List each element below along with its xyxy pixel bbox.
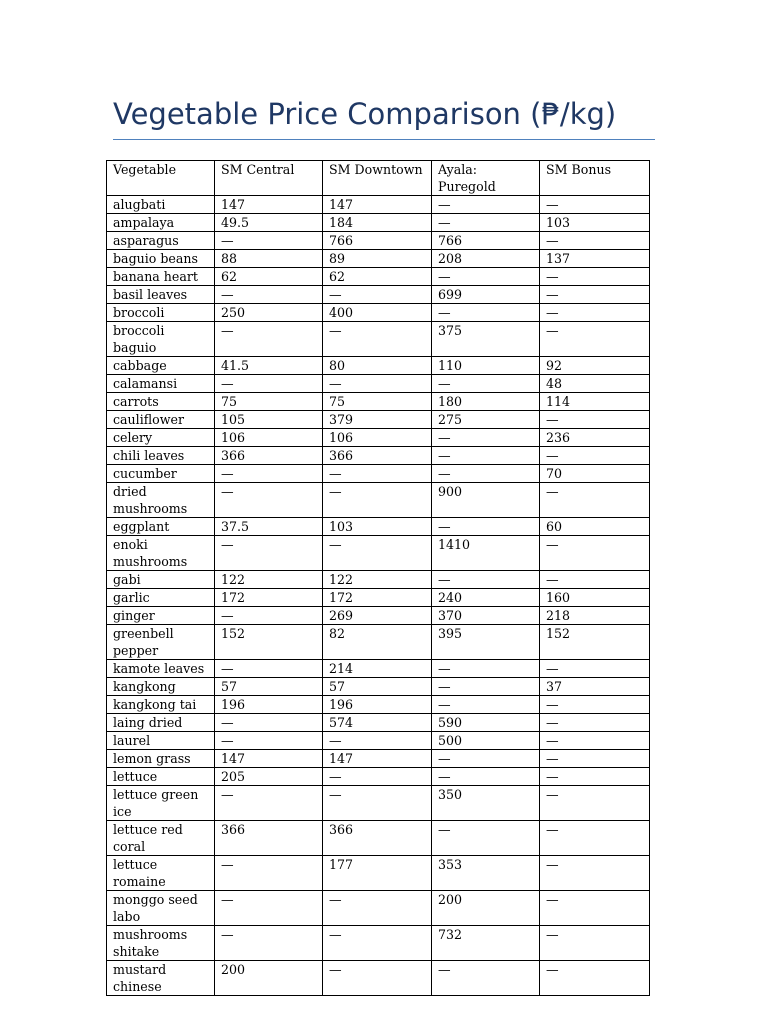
cell-sm-downtown: 366: [323, 447, 432, 465]
table-row: [107, 322, 650, 357]
cell-sm-central: —: [215, 732, 323, 750]
cell-sm-central: —: [215, 714, 323, 732]
cell-sm-downtown: 184: [323, 214, 432, 232]
cell-ayala-puregold: —: [432, 465, 540, 483]
cell-sm-bonus: —: [540, 750, 650, 768]
cell-sm-downtown: 196: [323, 696, 432, 714]
cell-ayala-puregold: 110: [432, 357, 540, 375]
cell-sm-bonus: —: [540, 961, 650, 996]
cell-vegetable: cucumber: [107, 465, 215, 483]
table-row: [107, 411, 650, 429]
cell-vegetable: dried mushrooms: [107, 483, 215, 518]
cell-ayala-puregold: —: [432, 571, 540, 589]
cell-ayala-puregold: —: [432, 214, 540, 232]
cell-ayala-puregold: —: [432, 196, 540, 214]
cell-sm-central: 172: [215, 589, 323, 607]
cell-sm-bonus: —: [540, 232, 650, 250]
cell-sm-downtown: 172: [323, 589, 432, 607]
cell-vegetable: carrots: [107, 393, 215, 411]
cell-vegetable: laurel: [107, 732, 215, 750]
cell-sm-bonus: 152: [540, 625, 650, 660]
cell-vegetable: lettuce romaine: [107, 856, 215, 891]
cell-sm-downtown: —: [323, 286, 432, 304]
cell-sm-central: —: [215, 375, 323, 393]
cell-ayala-puregold: 208: [432, 250, 540, 268]
cell-ayala-puregold: —: [432, 518, 540, 536]
cell-vegetable: ampalaya: [107, 214, 215, 232]
cell-ayala-puregold: 590: [432, 714, 540, 732]
cell-sm-downtown: 80: [323, 357, 432, 375]
cell-sm-central: 147: [215, 750, 323, 768]
cell-ayala-puregold: 353: [432, 856, 540, 891]
cell-sm-central: 41.5: [215, 357, 323, 375]
cell-ayala-puregold: 766: [432, 232, 540, 250]
cell-ayala-puregold: —: [432, 750, 540, 768]
table-row: [107, 196, 650, 214]
cell-ayala-puregold: 732: [432, 926, 540, 961]
cell-sm-central: —: [215, 483, 323, 518]
table-row: [107, 536, 650, 571]
cell-sm-downtown: —: [323, 483, 432, 518]
cell-sm-bonus: —: [540, 660, 650, 678]
cell-sm-downtown: —: [323, 322, 432, 357]
cell-sm-downtown: 574: [323, 714, 432, 732]
cell-sm-bonus: —: [540, 821, 650, 856]
cell-ayala-puregold: 375: [432, 322, 540, 357]
cell-sm-bonus: 70: [540, 465, 650, 483]
cell-sm-bonus: —: [540, 447, 650, 465]
cell-ayala-puregold: 500: [432, 732, 540, 750]
cell-ayala-puregold: —: [432, 447, 540, 465]
cell-vegetable: gabi: [107, 571, 215, 589]
cell-sm-bonus: 60: [540, 518, 650, 536]
cell-vegetable: lettuce green ice: [107, 786, 215, 821]
cell-sm-central: 366: [215, 447, 323, 465]
cell-sm-central: 196: [215, 696, 323, 714]
cell-sm-downtown: —: [323, 786, 432, 821]
cell-sm-downtown: —: [323, 891, 432, 926]
cell-sm-central: —: [215, 322, 323, 357]
cell-sm-downtown: 82: [323, 625, 432, 660]
cell-sm-bonus: —: [540, 571, 650, 589]
price-comparison-table: [106, 160, 650, 996]
cell-ayala-puregold: —: [432, 768, 540, 786]
table-row: [107, 856, 650, 891]
cell-sm-bonus: —: [540, 322, 650, 357]
cell-sm-downtown: 400: [323, 304, 432, 322]
cell-sm-bonus: 160: [540, 589, 650, 607]
cell-sm-bonus: —: [540, 732, 650, 750]
cell-vegetable: cauliflower: [107, 411, 215, 429]
cell-vegetable: greenbell pepper: [107, 625, 215, 660]
cell-sm-central: 250: [215, 304, 323, 322]
cell-sm-bonus: —: [540, 268, 650, 286]
cell-vegetable: mustard chinese: [107, 961, 215, 996]
cell-vegetable: lettuce: [107, 768, 215, 786]
table-row: [107, 357, 650, 375]
cell-ayala-puregold: 1410: [432, 536, 540, 571]
cell-ayala-puregold: 240: [432, 589, 540, 607]
table-row: [107, 571, 650, 589]
cell-vegetable: basil leaves: [107, 286, 215, 304]
cell-sm-downtown: 57: [323, 678, 432, 696]
cell-vegetable: cabbage: [107, 357, 215, 375]
cell-vegetable: lettuce red coral: [107, 821, 215, 856]
cell-sm-bonus: —: [540, 714, 650, 732]
cell-sm-downtown: 269: [323, 607, 432, 625]
cell-vegetable: calamansi: [107, 375, 215, 393]
cell-sm-bonus: —: [540, 411, 650, 429]
table-row: [107, 891, 650, 926]
cell-sm-central: —: [215, 536, 323, 571]
cell-sm-central: —: [215, 232, 323, 250]
table-row: [107, 786, 650, 821]
cell-vegetable: banana heart: [107, 268, 215, 286]
table-row: [107, 483, 650, 518]
cell-sm-central: —: [215, 286, 323, 304]
cell-sm-bonus: —: [540, 856, 650, 891]
cell-sm-central: 105: [215, 411, 323, 429]
cell-sm-bonus: 137: [540, 250, 650, 268]
cell-sm-downtown: 147: [323, 196, 432, 214]
cell-sm-central: —: [215, 891, 323, 926]
cell-sm-bonus: —: [540, 536, 650, 571]
table-row: [107, 732, 650, 750]
cell-sm-bonus: 92: [540, 357, 650, 375]
cell-sm-downtown: —: [323, 732, 432, 750]
table-row: [107, 625, 650, 660]
header-sm-downtown: SM Downtown: [323, 161, 432, 196]
cell-sm-central: —: [215, 786, 323, 821]
table-header-row: [107, 161, 650, 196]
cell-sm-downtown: —: [323, 465, 432, 483]
cell-vegetable: laing dried: [107, 714, 215, 732]
cell-sm-central: —: [215, 660, 323, 678]
cell-sm-central: 62: [215, 268, 323, 286]
cell-sm-downtown: 62: [323, 268, 432, 286]
cell-ayala-puregold: —: [432, 678, 540, 696]
cell-sm-bonus: —: [540, 786, 650, 821]
table-row: [107, 465, 650, 483]
cell-vegetable: alugbati: [107, 196, 215, 214]
cell-sm-downtown: 366: [323, 821, 432, 856]
cell-sm-downtown: 214: [323, 660, 432, 678]
cell-vegetable: eggplant: [107, 518, 215, 536]
table-row: [107, 607, 650, 625]
cell-ayala-puregold: —: [432, 660, 540, 678]
cell-ayala-puregold: 370: [432, 607, 540, 625]
cell-sm-central: 75: [215, 393, 323, 411]
cell-ayala-puregold: —: [432, 375, 540, 393]
cell-vegetable: ginger: [107, 607, 215, 625]
cell-sm-bonus: —: [540, 304, 650, 322]
cell-vegetable: kamote leaves: [107, 660, 215, 678]
cell-sm-central: 57: [215, 678, 323, 696]
table-row: [107, 232, 650, 250]
table-row: [107, 696, 650, 714]
cell-vegetable: enoki mushrooms: [107, 536, 215, 571]
cell-sm-central: —: [215, 926, 323, 961]
cell-sm-central: 152: [215, 625, 323, 660]
cell-sm-downtown: 766: [323, 232, 432, 250]
cell-vegetable: garlic: [107, 589, 215, 607]
cell-ayala-puregold: 900: [432, 483, 540, 518]
cell-sm-downtown: 106: [323, 429, 432, 447]
cell-vegetable: chili leaves: [107, 447, 215, 465]
cell-ayala-puregold: —: [432, 268, 540, 286]
cell-sm-bonus: —: [540, 891, 650, 926]
cell-vegetable: mushrooms shitake: [107, 926, 215, 961]
cell-sm-central: 205: [215, 768, 323, 786]
table-row: [107, 678, 650, 696]
table-row: [107, 214, 650, 232]
cell-vegetable: kangkong: [107, 678, 215, 696]
cell-sm-central: 200: [215, 961, 323, 996]
cell-ayala-puregold: —: [432, 821, 540, 856]
table-row: [107, 393, 650, 411]
cell-ayala-puregold: —: [432, 696, 540, 714]
cell-sm-central: 147: [215, 196, 323, 214]
table-row: [107, 961, 650, 996]
cell-sm-bonus: —: [540, 483, 650, 518]
cell-sm-central: 37.5: [215, 518, 323, 536]
table-row: [107, 750, 650, 768]
cell-sm-downtown: 122: [323, 571, 432, 589]
table-row: [107, 768, 650, 786]
header-ayala-puregold: Ayala: Puregold: [432, 161, 540, 196]
cell-sm-central: 106: [215, 429, 323, 447]
cell-sm-downtown: —: [323, 375, 432, 393]
cell-sm-central: 49.5: [215, 214, 323, 232]
cell-sm-downtown: —: [323, 961, 432, 996]
table-row: [107, 660, 650, 678]
cell-ayala-puregold: —: [432, 429, 540, 447]
cell-sm-central: 366: [215, 821, 323, 856]
page-title: Vegetable Price Comparison (₱/kg): [113, 97, 617, 131]
table-row: [107, 268, 650, 286]
cell-sm-central: —: [215, 856, 323, 891]
cell-sm-downtown: 147: [323, 750, 432, 768]
table-row: [107, 375, 650, 393]
cell-ayala-puregold: 350: [432, 786, 540, 821]
cell-sm-central: —: [215, 465, 323, 483]
header-vegetable: Vegetable: [107, 161, 215, 196]
cell-sm-downtown: 379: [323, 411, 432, 429]
cell-vegetable: asparagus: [107, 232, 215, 250]
table-row: [107, 589, 650, 607]
header-sm-central: SM Central: [215, 161, 323, 196]
cell-sm-downtown: —: [323, 926, 432, 961]
cell-sm-bonus: —: [540, 696, 650, 714]
cell-sm-bonus: 218: [540, 607, 650, 625]
cell-sm-downtown: 89: [323, 250, 432, 268]
title-divider: [113, 139, 655, 140]
cell-ayala-puregold: —: [432, 304, 540, 322]
table-row: [107, 429, 650, 447]
cell-sm-bonus: —: [540, 768, 650, 786]
cell-sm-downtown: —: [323, 768, 432, 786]
cell-vegetable: lemon grass: [107, 750, 215, 768]
cell-sm-bonus: 37: [540, 678, 650, 696]
table-row: [107, 304, 650, 322]
cell-sm-bonus: —: [540, 196, 650, 214]
cell-sm-central: —: [215, 607, 323, 625]
table-body: [107, 196, 650, 996]
table-row: [107, 447, 650, 465]
cell-sm-downtown: —: [323, 536, 432, 571]
table-row: [107, 518, 650, 536]
cell-vegetable: baguio beans: [107, 250, 215, 268]
table-row: [107, 286, 650, 304]
cell-sm-bonus: —: [540, 286, 650, 304]
cell-ayala-puregold: —: [432, 961, 540, 996]
cell-sm-downtown: 75: [323, 393, 432, 411]
cell-sm-central: 122: [215, 571, 323, 589]
table-row: [107, 714, 650, 732]
cell-sm-downtown: 103: [323, 518, 432, 536]
cell-ayala-puregold: 699: [432, 286, 540, 304]
cell-vegetable: celery: [107, 429, 215, 447]
cell-sm-central: 88: [215, 250, 323, 268]
cell-vegetable: broccoli: [107, 304, 215, 322]
cell-ayala-puregold: 200: [432, 891, 540, 926]
cell-vegetable: kangkong tai: [107, 696, 215, 714]
cell-sm-bonus: 103: [540, 214, 650, 232]
table-row: [107, 250, 650, 268]
cell-sm-bonus: —: [540, 926, 650, 961]
cell-sm-bonus: 236: [540, 429, 650, 447]
cell-ayala-puregold: 395: [432, 625, 540, 660]
cell-vegetable: broccoli baguio: [107, 322, 215, 357]
cell-sm-bonus: 114: [540, 393, 650, 411]
header-sm-bonus: SM Bonus: [540, 161, 650, 196]
table-row: [107, 821, 650, 856]
cell-vegetable: monggo seed labo: [107, 891, 215, 926]
cell-ayala-puregold: 275: [432, 411, 540, 429]
cell-sm-downtown: 177: [323, 856, 432, 891]
cell-ayala-puregold: 180: [432, 393, 540, 411]
cell-sm-bonus: 48: [540, 375, 650, 393]
table-row: [107, 926, 650, 961]
